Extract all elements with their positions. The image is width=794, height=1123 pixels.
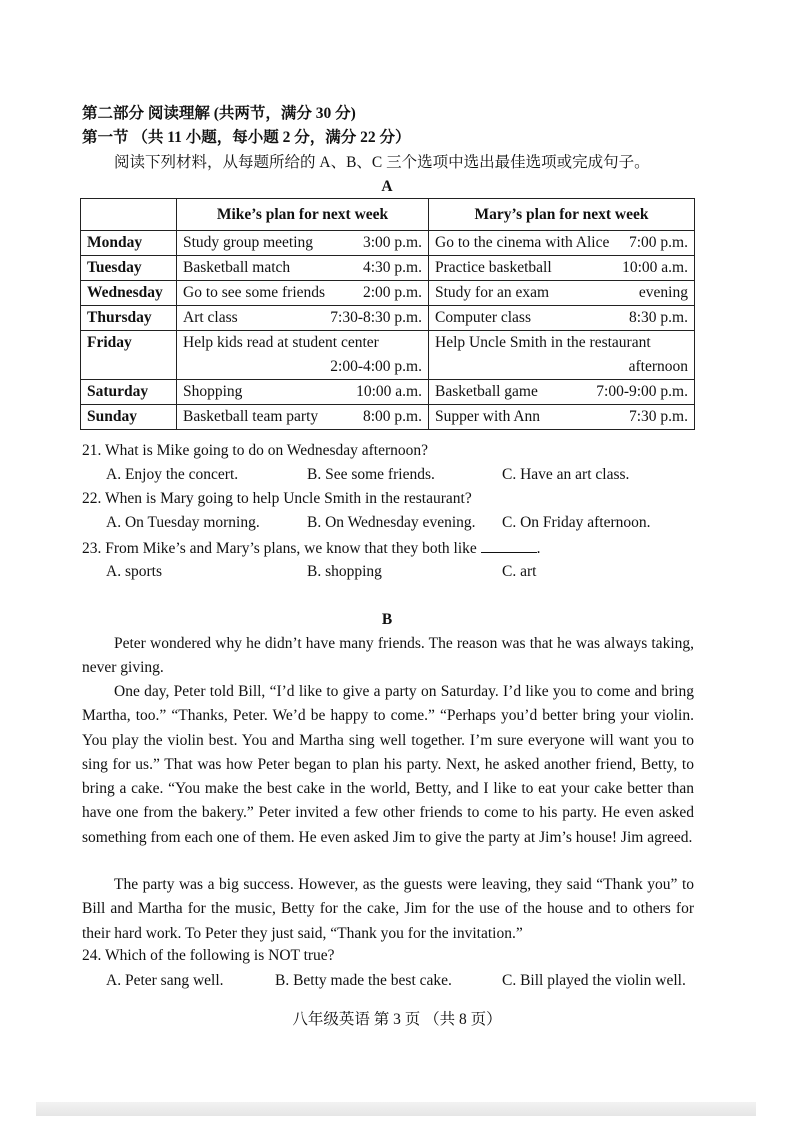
question-23-option-c[interactable]: C. art xyxy=(502,563,537,580)
schedule-table xyxy=(80,198,695,430)
question-24-option-c[interactable]: C. Bill played the violin well. xyxy=(502,972,686,989)
passage-b-paragraph-1: Peter wondered why he didn’t have many friends. The reason was that he was always taking, never giving. xyxy=(82,635,694,677)
mike-activity: Basketball team party xyxy=(183,408,319,425)
mike-cell xyxy=(177,231,429,256)
mary-time: 8:30 p.m. xyxy=(629,309,688,326)
mike-time: 2:00 p.m. xyxy=(363,284,422,301)
question-23-option-a[interactable]: A. sports xyxy=(106,563,162,580)
mary-time: 7:00 p.m. xyxy=(629,234,688,251)
table-row xyxy=(81,256,695,281)
mike-activity: Shopping xyxy=(183,383,243,400)
mary-activity: Computer class xyxy=(435,309,531,326)
passage-b-label: B xyxy=(381,611,393,628)
question-24-stem: 24. Which of the following is NOT true? xyxy=(82,947,335,964)
day-cell: Saturday xyxy=(81,380,177,405)
mary-cell xyxy=(429,405,695,430)
mary-time: 7:00-9:00 p.m. xyxy=(596,383,688,400)
mike-activity: Basketball match xyxy=(183,259,291,276)
question-22-stem: 22. When is Mary going to help Uncle Smith in the restaurant? xyxy=(82,490,472,507)
question-22-option-a[interactable]: A. On Tuesday morning. xyxy=(106,514,260,531)
mary-activity: Help Uncle Smith in the restaurant xyxy=(435,334,651,351)
mike-activity: Art class xyxy=(183,309,238,326)
mary-activity: Supper with Ann xyxy=(435,408,541,425)
scan-bottom-strip xyxy=(36,1102,756,1116)
part-title: 第二部分 阅读理解 (共两节，满分 30 分) xyxy=(82,105,356,122)
table-row xyxy=(81,231,695,256)
mary-activity: Practice basketball xyxy=(435,259,552,276)
question-21-option-c[interactable]: C. Have an art class. xyxy=(502,466,630,483)
table-row xyxy=(81,306,695,331)
mary-cell xyxy=(429,331,695,380)
mike-activity: Go to see some friends xyxy=(183,284,326,301)
header-mike: Mike’s plan for next week xyxy=(177,199,429,231)
day-cell: Monday xyxy=(81,231,177,256)
mike-time: 7:30-8:30 p.m. xyxy=(330,309,422,326)
question-22-option-b[interactable]: B. On Wednesday evening. xyxy=(307,514,476,531)
page-footer: 八年级英语 第 3 页 （共 8 页） xyxy=(292,1011,502,1028)
question-22-option-c[interactable]: C. On Friday afternoon. xyxy=(502,514,651,531)
mike-time: 10:00 a.m. xyxy=(356,383,422,400)
table-row xyxy=(81,405,695,430)
mary-time: 7:30 p.m. xyxy=(629,408,688,425)
mary-activity: Study for an exam xyxy=(435,284,550,301)
instructions: 阅读下列材料，从每题所给的 A、B、C 三个选项中选出最佳选项或完成句子。 xyxy=(114,154,650,171)
mike-cell xyxy=(177,331,429,380)
mary-time: afternoon xyxy=(628,358,688,375)
mary-activity: Basketball game xyxy=(435,383,538,400)
mike-cell xyxy=(177,306,429,331)
mary-time: evening xyxy=(638,284,688,301)
question-24-option-a[interactable]: A. Peter sang well. xyxy=(106,972,224,989)
passage-b-paragraph-2: One day, Peter told Bill, “I’d like to give a party on Saturday. I’d like you to come and bring Martha, too.” “Thanks, Peter. We’d be happy to come.” “Perhaps you’d better bring your violin. You play the violin best. You and Martha sing well together. I’m sure everyone will want you to sing for us.” That was how Peter began to plan his party. Next, he asked another friend, Betty, to bring a cake. “You make the best cake in the world, Betty, and I like to eat your cake better than have one from the bakery.” Peter invited a few other friends to come to his party. He even asked something from each one of them. He even asked Jim to give the party at Jim’s house! Jim agreed. xyxy=(82,683,694,846)
mary-cell xyxy=(429,256,695,281)
question-21-option-a[interactable]: A. Enjoy the concert. xyxy=(106,466,239,483)
mary-cell xyxy=(429,281,695,306)
mary-cell xyxy=(429,380,695,405)
question-23-stem-end: . xyxy=(536,540,541,557)
table-row xyxy=(81,281,695,306)
question-23-option-b[interactable]: B. shopping xyxy=(307,563,382,580)
table-row xyxy=(81,331,695,380)
mike-time: 3:00 p.m. xyxy=(363,234,422,251)
day-cell: Thursday xyxy=(81,306,177,331)
mike-time: 4:30 p.m. xyxy=(363,259,422,276)
mike-cell xyxy=(177,380,429,405)
mike-time: 8:00 p.m. xyxy=(363,408,422,425)
day-cell: Friday xyxy=(81,331,177,380)
answer-blank xyxy=(481,538,537,553)
passage-b-paragraph-3: The party was a big success. However, as the guests were leaving, they said “Thank you” to Bill and Martha for the music, Betty for the cake, Jim for the use of the house and to others for their hard work. To Peter they just said, “Thank you for the invitation.” xyxy=(82,876,694,942)
mike-cell xyxy=(177,256,429,281)
mike-activity: Help kids read at student center xyxy=(183,334,379,351)
subsection-title: 第一节 （共 11 小题，每小题 2 分，满分 22 分） xyxy=(82,129,411,146)
header-empty xyxy=(81,199,177,231)
header-mary: Mary’s plan for next week xyxy=(429,199,695,231)
mary-time: 10:00 a.m. xyxy=(622,259,688,276)
mike-activity: Study group meeting xyxy=(183,234,314,251)
passage-a-label: A xyxy=(381,178,393,195)
table-header-row xyxy=(81,199,695,231)
table-row xyxy=(81,380,695,405)
mary-activity: Go to the cinema with Alice xyxy=(435,234,610,251)
mary-cell xyxy=(429,231,695,256)
question-23-stem-text: 23. From Mike’s and Mary’s plans, we know that they both like xyxy=(82,540,477,557)
day-cell: Tuesday xyxy=(81,256,177,281)
day-cell: Sunday xyxy=(81,405,177,430)
mike-cell xyxy=(177,405,429,430)
mike-cell xyxy=(177,281,429,306)
question-23-stem xyxy=(82,538,541,559)
mary-cell xyxy=(429,306,695,331)
question-21-stem: 21. What is Mike going to do on Wednesday afternoon? xyxy=(82,442,429,459)
mike-time: 2:00-4:00 p.m. xyxy=(330,358,422,375)
question-21-option-b[interactable]: B. See some friends. xyxy=(307,466,435,483)
day-cell: Wednesday xyxy=(81,281,177,306)
question-24-option-b[interactable]: B. Betty made the best cake. xyxy=(275,972,452,989)
